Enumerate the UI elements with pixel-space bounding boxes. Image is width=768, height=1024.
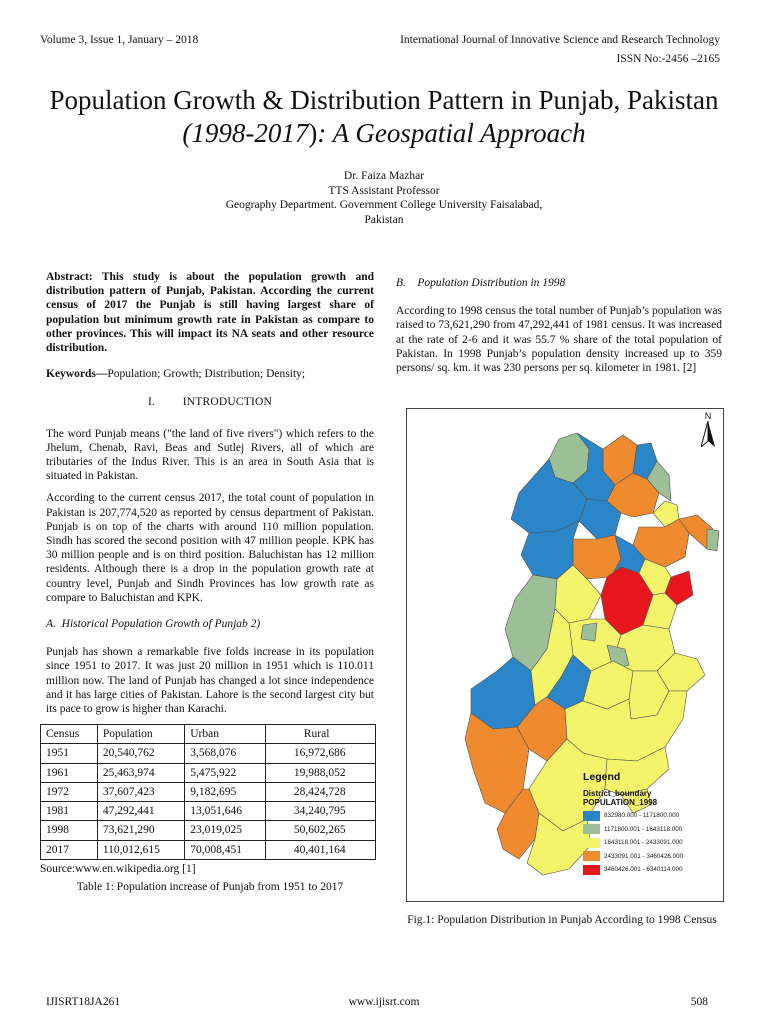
abstract-text: Abstract: This study is about the population growth and distribution pattern of Punjab, Pakistan. According the current census of 2017 the Punjab is still having largest share of population but minimum growth rate in Pakistan as compare to other provinces. This will impact its NA seats and other resource distribution. xyxy=(46,271,374,355)
legend-entry xyxy=(583,851,723,861)
table-cell: 73,621,290 xyxy=(97,821,184,840)
table-cell: 34,240,795 xyxy=(265,802,375,821)
table-header-cell: Rural xyxy=(265,725,375,744)
legend-label: 3460426.001 - 6340114.000 xyxy=(604,866,683,873)
legend-field: POPULATION_1998 xyxy=(583,798,658,807)
title-years: (1998-2017 xyxy=(182,118,309,148)
table-cell: 28,424,728 xyxy=(265,782,375,801)
table-caption: Table 1: Population increase of Punjab from 1951 to 2017 xyxy=(76,880,344,893)
table-row xyxy=(41,802,376,821)
legend-entry xyxy=(583,865,723,875)
north-label: N xyxy=(704,411,712,421)
legend-label: 2433091.001 - 3460426.000 xyxy=(604,852,684,860)
legend-swatch xyxy=(583,824,600,834)
table-cell: 5,475,922 xyxy=(185,763,266,782)
section-a-paragraph: Punjab has shown a remarkable five folds increase in its population since 1951 to 2017. It was just 20 million in 1951 which is 110.011 million now. The land of Punjab has changed a lot since independence and it has large cities of Pakistan. Lahore is the second largest city but its pace to grow is higher than Karachi. xyxy=(46,646,374,716)
table-row xyxy=(41,840,376,859)
table-row xyxy=(41,782,376,801)
legend-swatch xyxy=(583,865,600,875)
table-cell: 13,051,646 xyxy=(185,802,266,821)
title-part1: Population Growth & Distribution Pattern in Punjab, Pakistan xyxy=(49,85,719,115)
table-header-cell: Urban xyxy=(185,725,266,744)
legend-label: 832980.000 - 1171800.000 xyxy=(604,812,680,819)
header-journal: International Journal of Innovative Science and Research Technology xyxy=(400,34,720,46)
table-cell: 25,463,974 xyxy=(97,763,184,782)
section-a-heading: A. Historical Population Growth of Punjab 2) xyxy=(46,618,261,631)
table-cell: 3,568,076 xyxy=(185,744,266,763)
table-cell: 9,182,695 xyxy=(185,782,266,801)
population-map-figure xyxy=(406,408,724,902)
figure-caption: Fig.1: Population Distribution in Punjab According to 1998 Census xyxy=(407,914,717,926)
right-column xyxy=(396,276,722,375)
header-volume: Volume 3, Issue 1, January – 2018 xyxy=(40,34,199,46)
intro-paragraph-1: The word Punjab means ("the land of five rivers") which refers to the Jhelum, Chenab, Ravi, Beas and Sutlej Rivers, all of which are tributaries of the Indus River. This is an area in South Asia that is situated in Pakistan. xyxy=(46,427,374,483)
legend-label: 1643118.001 - 2433091.000 xyxy=(604,839,683,846)
left-column xyxy=(40,270,374,894)
north-arrow-icon xyxy=(701,421,715,447)
table-cell: 1951 xyxy=(41,744,98,763)
intro-heading: I. INTRODUCTION xyxy=(147,396,273,409)
table-cell: 50,602,265 xyxy=(265,821,375,840)
table-source: Source:www.en.wikipedia.org [1] xyxy=(40,862,196,875)
abstract xyxy=(46,270,374,355)
table-cell: 40,401,164 xyxy=(265,840,375,859)
author-position: TTS Assistant Professor xyxy=(328,184,440,197)
title-close: ) xyxy=(308,118,318,148)
section-b-heading: B. Population Distribution in 1998 xyxy=(396,277,566,289)
table-cell: 1972 xyxy=(41,782,98,801)
header-issn: ISSN No:-2456 –2165 xyxy=(616,53,720,65)
table-cell: 16,972,686 xyxy=(265,744,375,763)
table-cell: 2017 xyxy=(41,840,98,859)
keywords-text: Population; Growth; Distribution; Density; xyxy=(107,368,306,381)
table-header-cell: Population xyxy=(97,725,184,744)
table-row xyxy=(41,763,376,782)
table-body xyxy=(41,744,376,859)
table-cell: 47,292,441 xyxy=(97,802,184,821)
north-arrow xyxy=(697,411,719,451)
table-cell: 37,607,423 xyxy=(97,782,184,801)
table-cell: 110,012,615 xyxy=(97,840,184,859)
footer-page-number: 508 xyxy=(690,996,708,1008)
title-part2: : A Geospatial Approach xyxy=(317,118,586,148)
legend-entry xyxy=(583,838,723,848)
legend-entry xyxy=(583,811,723,821)
legend-swatch xyxy=(583,851,600,861)
table-cell: 19,988,052 xyxy=(265,763,375,782)
keywords-label: Keywords— xyxy=(46,368,108,381)
legend-entries xyxy=(583,811,723,875)
table-cell: 1998 xyxy=(41,821,98,840)
table-header-cell: Census xyxy=(41,725,98,744)
map-district xyxy=(707,529,719,551)
table-cell: 1961 xyxy=(41,763,98,782)
table-cell: 1981 xyxy=(41,802,98,821)
legend-label: 1171800.001 - 1643118.000 xyxy=(604,825,683,833)
table-row xyxy=(41,744,376,763)
table-cell: 20,540,762 xyxy=(97,744,184,763)
table-header-row xyxy=(41,725,376,744)
section-b-paragraph: According to 1998 census the total number of Punjab’s population was raised to 73,621,290 from 47,292,441 of 1981 census. It was increased at the rate of 2-6 and it was 55.7 % share of the total population of Pakistan. In 1998 Punjab’s population density increased up to 359 persons/ sq. km. it was 230 persons per sq. kilometer in 1981. [2] xyxy=(396,305,722,375)
intro-paragraph-2: According to the current census 2017, the total count of population in Pakistan is 207,774,520 as reported by census department of Pakistan. Punjab is on top of the charts with around 110 million population. Sindh has scored the second position with 47 million people. KPK has 30 million people and is on third position. Baluchistan has 12 million residents. Although there is a drop in the population growth rate at country level, Punjab and Sindh Provinces has low growth rate as compare to Baluchistan and KPK. xyxy=(46,492,374,604)
legend-title: Legend xyxy=(583,771,621,783)
author-department: Geography Department. Government College University Faisalabad, xyxy=(225,199,543,211)
table-cell: 70,008,451 xyxy=(185,840,266,859)
author-name: Dr. Faiza Mazhar xyxy=(343,170,425,182)
table-cell: 23,019,025 xyxy=(185,821,266,840)
author-country: Pakistan xyxy=(364,213,404,226)
map-district xyxy=(581,623,597,641)
legend-entry xyxy=(583,824,723,834)
author-block xyxy=(150,169,618,227)
legend-swatch xyxy=(583,838,600,848)
paper-title xyxy=(30,84,738,150)
census-table xyxy=(40,724,376,859)
legend-layer: District_boundary xyxy=(583,789,652,798)
legend-swatch xyxy=(583,811,600,821)
map-legend xyxy=(583,771,723,875)
keywords xyxy=(46,367,374,381)
table-row xyxy=(41,821,376,840)
footer-website-link[interactable]: www.ijisrt.com xyxy=(348,996,420,1008)
map-district xyxy=(565,691,687,761)
footer-paper-id: IJISRT18JA261 xyxy=(46,996,121,1008)
